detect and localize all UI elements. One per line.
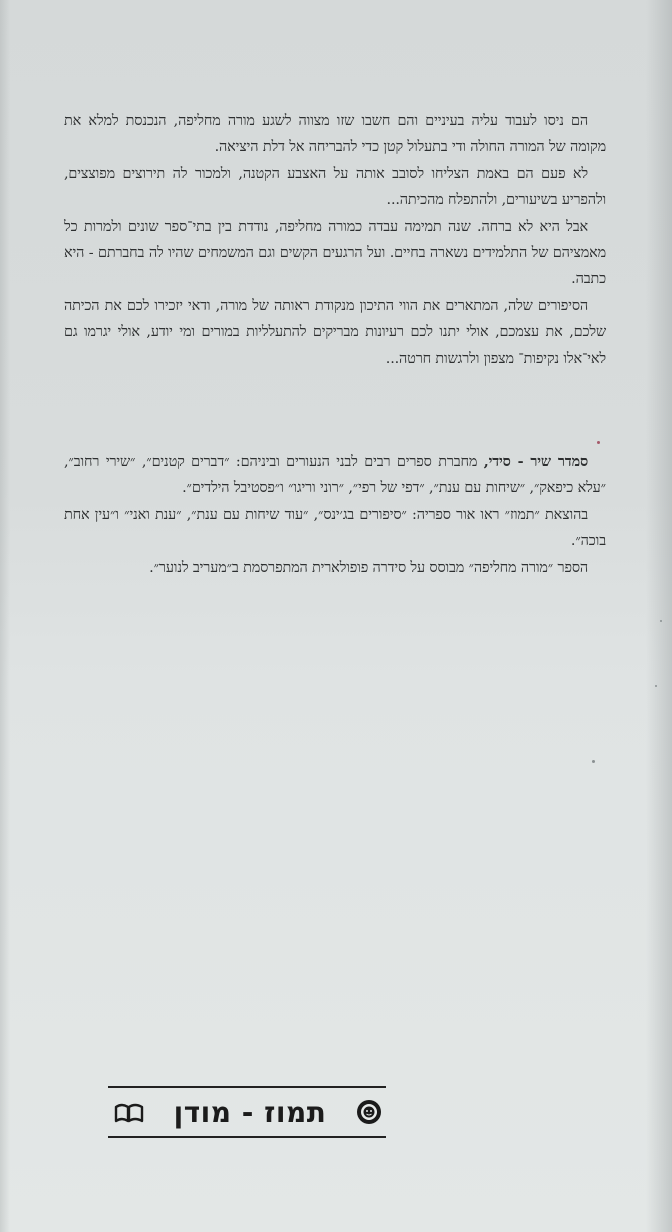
print-speck	[592, 760, 595, 763]
publisher-logo	[108, 1086, 386, 1138]
print-speck	[660, 620, 662, 622]
author-bio-paragraph	[64, 449, 606, 502]
spine-shadow	[646, 0, 672, 1232]
publisher-books-paragraph: בהוצאת ״תמוז״ ראו אור ספריה: ״סיפורים בג׳ינס״, ״עוד שיחות עם ענת״, ״ענת ואני״ ו״עין אחת בוכה״.	[64, 506, 606, 550]
blurb-paragraph: אבל היא לא ברחה. שנה תמימה עבדה כמורה מחליפה, נודדת בין בתי־ספר שונים ולמרות כל מאמציהם של התלמידים נשארה בחיים. ועל הרגעים הקשים וגם המשמחים שהיו לה בחברתם - היא כתבה.	[64, 218, 606, 288]
seal-icon	[356, 1099, 382, 1125]
series-note-paragraph: הספר ״מורה מחליפה״ מבוסס על סידרה פופולארית המתפרסמת ב״מעריב לנוער״.	[149, 559, 588, 576]
page-edge-shadow	[0, 0, 10, 1232]
author-name: סמדר שיר - סידי,	[483, 453, 588, 470]
blurb-text	[64, 108, 606, 372]
print-speck	[597, 441, 600, 444]
print-speck	[655, 685, 657, 687]
blurb-paragraph: לא פעם הם באמת הצליחו לסובב אותה על האצבע הקטנה, ולמכור לה תירוצים מפוצצים, ולהפריע בשיעורים, ולהתפלח מהכיתה...	[64, 165, 606, 209]
publisher-name: תמוז - מודן	[173, 1095, 327, 1129]
blurb-paragraph: הסיפורים שלה, המתארים את הווי התיכון מנקודת ראותה של מורה, ודאי יזכירו לכם את הכיתה שלכם, את עצמכם, אולי יתנו לכם רעיונות מבריקים להתעלליות במורים ומי יודע, אולי יגרמו גם לאי־אלו נקיפות־ מצפון ולרגשות חרטה...	[64, 297, 606, 367]
blurb-paragraph: הם ניסו לעבוד עליה בעיניים והם חשבו שזו מצווה לשגע מורה מחליפה, הנכנסת למלא את מקומה של המורה החולה ודי בתעלול קטן כדי להבריחה אל דלת היציאה.	[64, 113, 606, 156]
open-book-icon	[114, 1099, 144, 1125]
author-bio-text: מחברת ספרים רבים לבני הנעורים וביניהם: ״דברים קטנים״, ״שירי רחוב״, ״עלא כיפאק״, ״שיחות עם ענת״, ״דפי של רפי״, ״רוני וריגו״ ו״פסטיבל הילדים״.	[64, 454, 606, 497]
author-bio	[64, 449, 606, 581]
